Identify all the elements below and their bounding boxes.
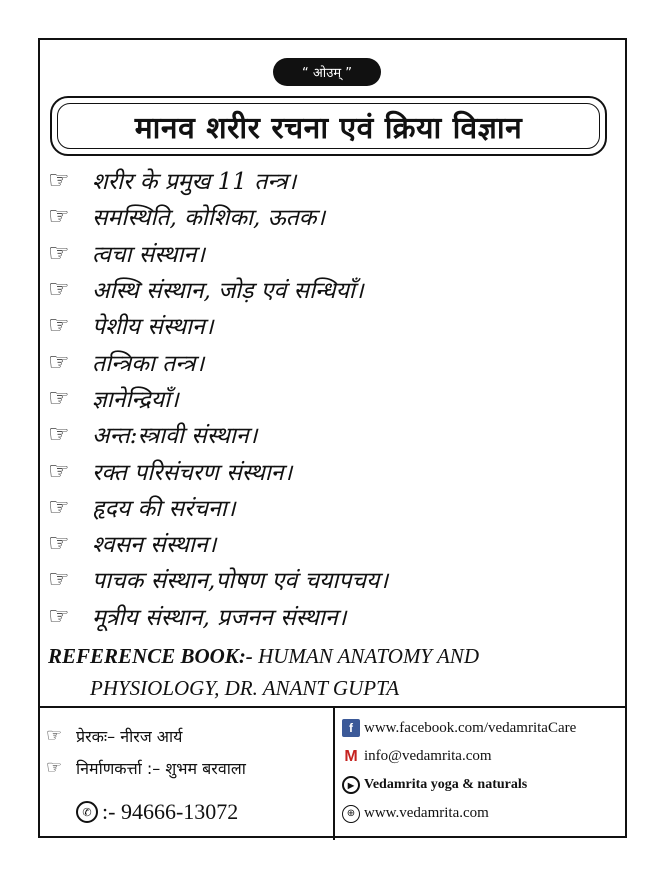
topic-text: अस्थि संस्थान, जोड़ एवं सन्धियाँ। (92, 278, 364, 305)
list-item (48, 416, 608, 452)
pointing-hand-icon: ☞ (48, 601, 70, 630)
topic-text: श्वसन संस्थान। (92, 532, 217, 559)
pointing-hand-icon: ☞ (48, 238, 70, 267)
contact-links (342, 714, 624, 828)
topic-list (48, 162, 608, 634)
pointing-hand-icon: ☞ (48, 311, 70, 340)
whatsapp-icon: ✆ (76, 801, 98, 823)
phone-number: :- 94666-13072 (102, 799, 239, 824)
creator-text: निर्माणकर्त्ता :– शुभम बरवाला (76, 759, 246, 778)
footer-divider (333, 708, 335, 840)
list-item (48, 307, 608, 343)
pointing-hand-icon: ☞ (48, 166, 70, 195)
facebook-icon: f (342, 719, 360, 737)
list-item (48, 561, 608, 597)
gmail-icon: M (344, 747, 358, 765)
topic-text: समस्थिति, कोशिका, ऊतक। (92, 205, 326, 232)
topic-text: तन्त्रिका तन्त्र। (92, 350, 205, 377)
title-banner (50, 96, 607, 156)
om-badge: “ ओउम् ” (273, 58, 381, 86)
list-item (48, 598, 608, 634)
topic-text: ज्ञानेन्द्रियाँ। (92, 386, 179, 413)
youtube-icon: ▶ (342, 776, 360, 794)
credits (46, 720, 331, 832)
footer (38, 706, 627, 840)
reference-line-2: PHYSIOLOGY, DR. ANANT GUPTA (90, 676, 400, 700)
page-title: मानव शरीर रचना एवं क्रिया विज्ञान (134, 110, 523, 146)
pointing-hand-icon: ☞ (48, 420, 70, 449)
pointing-hand-icon: ☞ (48, 202, 70, 231)
topic-text: त्वचा संस्थान। (92, 241, 205, 268)
pointing-hand-icon: ☞ (48, 456, 70, 485)
website-url: www.vedamrita.com (364, 805, 489, 822)
pointing-hand-icon: ☞ (46, 757, 63, 778)
globe-icon: ⊕ (342, 805, 360, 823)
pointing-hand-icon: ☞ (46, 725, 63, 746)
topic-text: पाचक संस्थान,पोषण एवं चयापचय। (92, 568, 389, 595)
list-item (48, 271, 608, 307)
email-link[interactable] (342, 743, 624, 772)
youtube-channel: Vedamrita yoga & naturals (364, 777, 528, 793)
youtube-link[interactable] (342, 771, 624, 800)
topic-text: हृदय की सरंचना। (92, 495, 236, 522)
website-link[interactable] (342, 800, 624, 829)
topic-text: अन्त:स्त्रावी संस्थान। (92, 423, 258, 450)
topic-text: मूत्रीय संस्थान, प्रजनन संस्थान। (92, 604, 347, 631)
email-address: info@vedamrita.com (364, 748, 492, 765)
pointing-hand-icon: ☞ (48, 275, 70, 304)
list-item (48, 235, 608, 271)
motivator-credit (46, 720, 331, 752)
motivator-text: प्रेरकः– नीरज आर्य (76, 727, 183, 746)
reference-line-1: HUMAN ANATOMY AND (258, 644, 479, 668)
list-item (48, 525, 608, 561)
reference-book (48, 640, 608, 704)
topic-text: रक्त परिसंचरण संस्थान। (92, 459, 293, 486)
list-item (48, 343, 608, 379)
reference-label: REFERENCE BOOK:- (48, 644, 253, 668)
list-item (48, 452, 608, 488)
topic-text: पेशीय संस्थान। (92, 314, 214, 341)
pointing-hand-icon: ☞ (48, 492, 70, 521)
facebook-link[interactable] (342, 714, 624, 743)
pointing-hand-icon: ☞ (48, 383, 70, 412)
list-item (48, 380, 608, 416)
topic-text: शरीर के प्रमुख 11 तन्त्र। (92, 169, 297, 196)
list-item (48, 489, 608, 525)
pointing-hand-icon: ☞ (48, 347, 70, 376)
list-item (48, 162, 608, 198)
facebook-url: www.facebook.com/vedamritaCare (364, 719, 577, 736)
pointing-hand-icon: ☞ (48, 529, 70, 558)
phone-contact[interactable] (46, 792, 331, 832)
creator-credit (46, 752, 331, 784)
pointing-hand-icon: ☞ (48, 565, 70, 594)
list-item (48, 198, 608, 234)
